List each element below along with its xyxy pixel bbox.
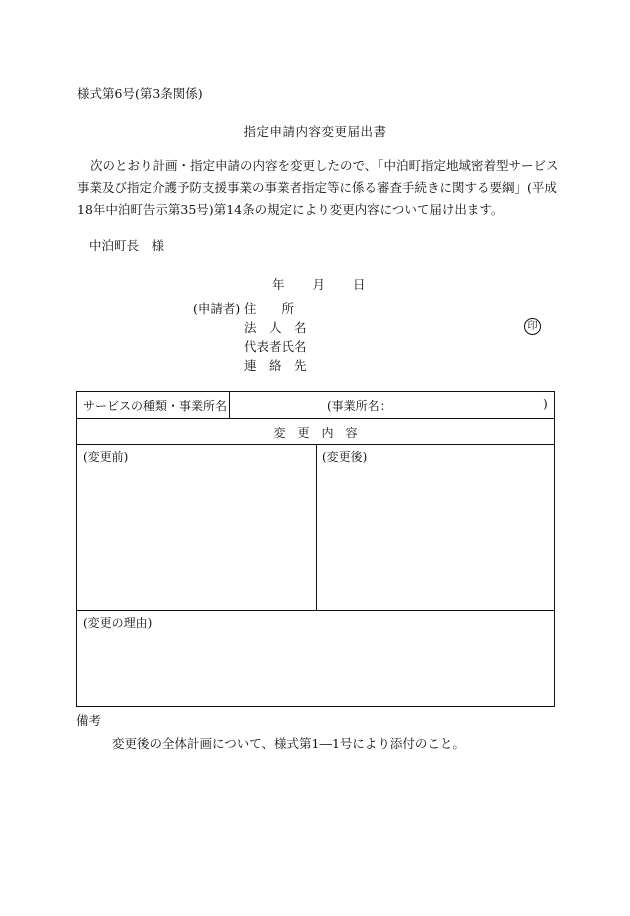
table-row-divider	[77, 418, 554, 419]
date-month-label: 月	[312, 277, 326, 292]
body-paragraph	[77, 155, 567, 221]
form-number: 様式第6号(第3条関係)	[77, 86, 203, 101]
table-column-divider	[316, 444, 317, 610]
applicant-corporation-label: 法 人 名	[244, 320, 307, 335]
office-name-close: )	[543, 397, 548, 411]
before-change-field[interactable]: (変更前)	[83, 450, 129, 464]
change-form-table	[76, 391, 555, 707]
applicant-address-label: 住 所	[244, 301, 295, 316]
applicant-label: (申請者)	[193, 301, 241, 316]
date-line	[272, 275, 366, 293]
table-row-divider	[77, 610, 554, 611]
service-type-label: サービスの種類・事業所名	[83, 399, 228, 413]
changes-header: 変 更 内 容	[273, 426, 358, 440]
date-day-label: 日	[353, 277, 366, 292]
addressee: 中泊町長 様	[89, 238, 165, 253]
date-year-label: 年	[272, 277, 285, 292]
notes-heading: 備考	[76, 713, 102, 728]
notes-text: 変更後の全体計画について、様式第1―1号により添付のこと。	[112, 736, 465, 751]
body-paragraph-text: 次のとおり計画・指定申請の内容を変更したので、「中泊町指定地域密着型サービス事業及び指定介護予防支援事業の事業者指定等に係る審査手続きに関する要綱」(平成18年中泊町告示第35号)第14条の規定により変更内容について届け出ます。	[77, 158, 559, 217]
document-title: 指定申請内容変更届出書	[243, 124, 387, 139]
seal-mark: 印	[524, 318, 541, 335]
office-name-field[interactable]: (事業所名：	[327, 399, 392, 413]
table-column-divider	[229, 392, 230, 418]
applicant-contact-label: 連 絡 先	[244, 358, 307, 373]
change-reason-field[interactable]: (変更の理由)	[83, 616, 153, 630]
after-change-field[interactable]: (変更後)	[322, 450, 368, 464]
applicant-representative-label: 代表者氏名	[244, 339, 307, 354]
